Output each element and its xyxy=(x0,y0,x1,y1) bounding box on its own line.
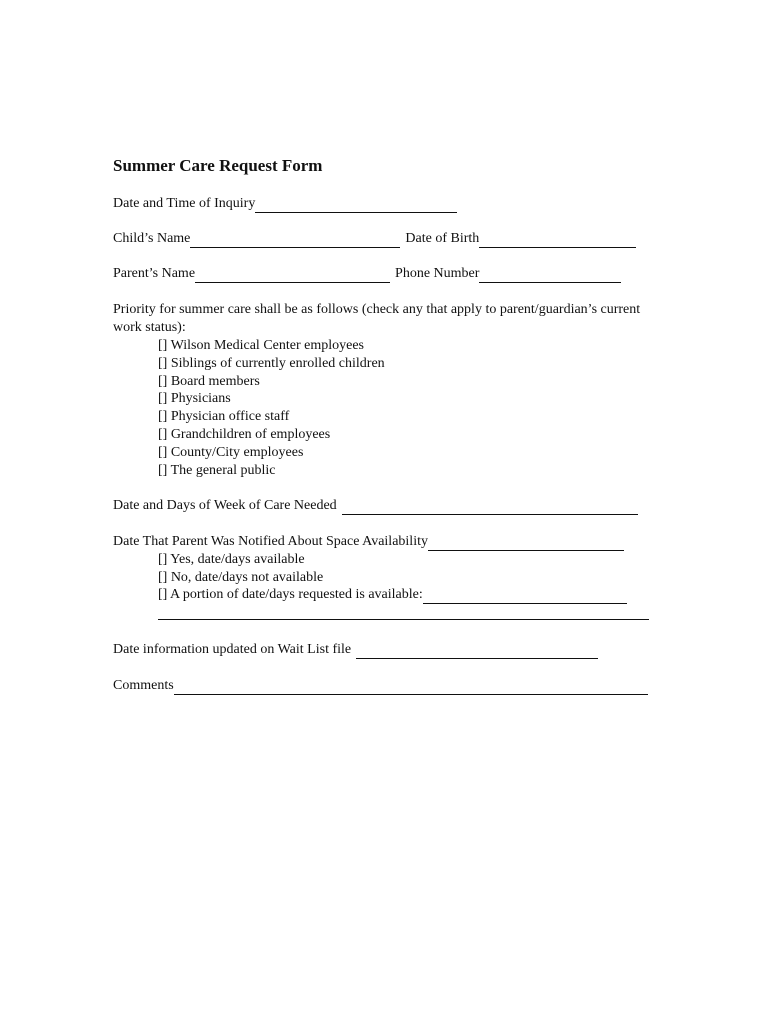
date-time-inquiry-row xyxy=(113,195,457,213)
priority-option[interactable]: [] Physician office staff xyxy=(158,409,290,424)
wait-list-row xyxy=(113,641,598,659)
priority-option[interactable]: [] Board members xyxy=(158,374,260,389)
date-time-inquiry-field[interactable] xyxy=(255,199,457,213)
date-time-inquiry-label: Date and Time of Inquiry xyxy=(113,196,256,211)
priority-option[interactable]: [] Siblings of currently enrolled children xyxy=(158,356,385,371)
priority-option[interactable]: [] Physicians xyxy=(158,391,231,406)
availability-option[interactable]: [] No, date/days not available xyxy=(158,570,324,585)
priority-option[interactable]: [] Grandchildren of employees xyxy=(158,427,331,442)
page-title: Summer Care Request Form xyxy=(113,156,323,175)
portion-available-field[interactable] xyxy=(423,590,627,604)
portion-available-continuation-line[interactable] xyxy=(158,619,649,620)
comments-row xyxy=(113,677,648,695)
phone-number-label: Phone Number xyxy=(395,266,480,281)
priority-option[interactable]: [] The general public xyxy=(158,463,276,478)
availability-option[interactable]: [] Yes, date/days available xyxy=(158,552,305,567)
child-row xyxy=(113,230,636,248)
notified-label: Date That Parent Was Notified About Space Availability xyxy=(113,534,428,549)
date-of-birth-field[interactable] xyxy=(479,234,636,248)
comments-label: Comments xyxy=(113,678,174,693)
parents-name-label: Parent’s Name xyxy=(113,266,196,281)
notified-row xyxy=(113,533,624,551)
childs-name-label: Child’s Name xyxy=(113,231,191,246)
phone-number-field[interactable] xyxy=(479,269,621,283)
parent-row xyxy=(113,265,621,283)
wait-list-label: Date information updated on Wait List file xyxy=(113,642,352,657)
availability-option: [] A portion of date/days requested is available: xyxy=(158,586,627,604)
priority-text: Priority for summer care shall be as follows (check any that apply to parent/guardian’s current work status): xyxy=(113,302,641,335)
childs-name-field[interactable] xyxy=(190,234,400,248)
priority-option[interactable]: [] Wilson Medical Center employees xyxy=(158,338,365,353)
care-needed-field[interactable] xyxy=(342,501,638,515)
date-of-birth-label: Date of Birth xyxy=(405,231,480,246)
notified-field[interactable] xyxy=(428,537,624,551)
parents-name-field[interactable] xyxy=(195,269,390,283)
comments-field[interactable] xyxy=(174,681,648,695)
wait-list-field[interactable] xyxy=(356,645,598,659)
care-needed-label: Date and Days of Week of Care Needed xyxy=(113,498,337,513)
care-needed-row xyxy=(113,497,638,515)
priority-option[interactable]: [] County/City employees xyxy=(158,445,304,460)
